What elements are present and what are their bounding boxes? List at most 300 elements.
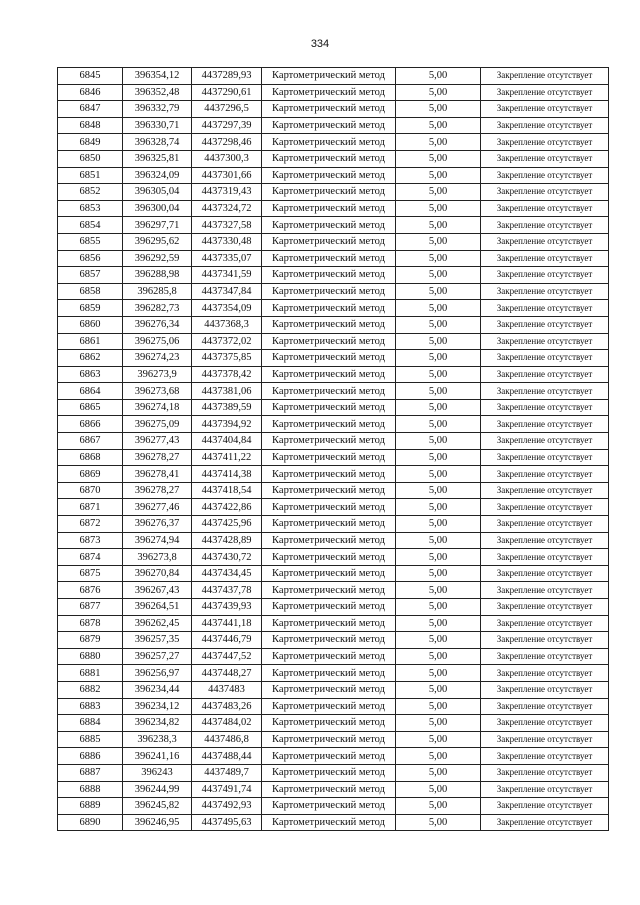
y-coordinate-cell: 4437446,79 xyxy=(192,632,262,649)
x-coordinate-cell: 396292,59 xyxy=(123,250,192,267)
accuracy-cell: 5,00 xyxy=(396,565,481,582)
point-number-cell: 6869 xyxy=(58,466,123,483)
x-coordinate-cell: 396324,09 xyxy=(123,167,192,184)
y-coordinate-cell: 4437434,45 xyxy=(192,565,262,582)
accuracy-cell: 5,00 xyxy=(396,433,481,450)
method-cell: Картометрический метод xyxy=(262,482,396,499)
coordinates-table-body xyxy=(58,68,609,831)
x-coordinate-cell: 396277,46 xyxy=(123,499,192,516)
point-number-cell: 6876 xyxy=(58,582,123,599)
accuracy-cell: 5,00 xyxy=(396,615,481,632)
table-row xyxy=(58,449,609,466)
accuracy-cell: 5,00 xyxy=(396,217,481,234)
table-row xyxy=(58,698,609,715)
method-cell: Картометрический метод xyxy=(262,715,396,732)
y-coordinate-cell: 4437483,26 xyxy=(192,698,262,715)
fixation-cell: Закрепление отсутствует xyxy=(481,781,609,798)
fixation-cell: Закрепление отсутствует xyxy=(481,233,609,250)
point-number-cell: 6850 xyxy=(58,150,123,167)
fixation-cell: Закрепление отсутствует xyxy=(481,764,609,781)
y-coordinate-cell: 4437378,42 xyxy=(192,366,262,383)
fixation-cell: Закрепление отсутствует xyxy=(481,333,609,350)
x-coordinate-cell: 396282,73 xyxy=(123,300,192,317)
x-coordinate-cell: 396267,43 xyxy=(123,582,192,599)
method-cell: Картометрический метод xyxy=(262,316,396,333)
method-cell: Картометрический метод xyxy=(262,632,396,649)
table-row xyxy=(58,101,609,118)
table-row xyxy=(58,200,609,217)
point-number-cell: 6860 xyxy=(58,316,123,333)
accuracy-cell: 5,00 xyxy=(396,648,481,665)
y-coordinate-cell: 4437425,96 xyxy=(192,516,262,533)
accuracy-cell: 5,00 xyxy=(396,250,481,267)
accuracy-cell: 5,00 xyxy=(396,532,481,549)
fixation-cell: Закрепление отсутствует xyxy=(481,350,609,367)
x-coordinate-cell: 396274,94 xyxy=(123,532,192,549)
accuracy-cell: 5,00 xyxy=(396,764,481,781)
point-number-cell: 6846 xyxy=(58,84,123,101)
point-number-cell: 6865 xyxy=(58,399,123,416)
table-row xyxy=(58,283,609,300)
point-number-cell: 6889 xyxy=(58,798,123,815)
accuracy-cell: 5,00 xyxy=(396,300,481,317)
accuracy-cell: 5,00 xyxy=(396,599,481,616)
point-number-cell: 6888 xyxy=(58,781,123,798)
fixation-cell: Закрепление отсутствует xyxy=(481,532,609,549)
table-row xyxy=(58,798,609,815)
x-coordinate-cell: 396257,35 xyxy=(123,632,192,649)
point-number-cell: 6848 xyxy=(58,117,123,134)
fixation-cell: Закрепление отсутствует xyxy=(481,599,609,616)
y-coordinate-cell: 4437447,52 xyxy=(192,648,262,665)
fixation-cell: Закрепление отсутствует xyxy=(481,681,609,698)
point-number-cell: 6852 xyxy=(58,184,123,201)
y-coordinate-cell: 4437484,02 xyxy=(192,715,262,732)
point-number-cell: 6870 xyxy=(58,482,123,499)
x-coordinate-cell: 396245,82 xyxy=(123,798,192,815)
accuracy-cell: 5,00 xyxy=(396,233,481,250)
y-coordinate-cell: 4437422,86 xyxy=(192,499,262,516)
method-cell: Картометрический метод xyxy=(262,449,396,466)
x-coordinate-cell: 396234,44 xyxy=(123,681,192,698)
point-number-cell: 6866 xyxy=(58,416,123,433)
fixation-cell: Закрепление отсутствует xyxy=(481,582,609,599)
point-number-cell: 6890 xyxy=(58,814,123,831)
method-cell: Картометрический метод xyxy=(262,582,396,599)
x-coordinate-cell: 396354,12 xyxy=(123,68,192,85)
fixation-cell: Закрепление отсутствует xyxy=(481,366,609,383)
accuracy-cell: 5,00 xyxy=(396,499,481,516)
accuracy-cell: 5,00 xyxy=(396,84,481,101)
accuracy-cell: 5,00 xyxy=(396,383,481,400)
point-number-cell: 6871 xyxy=(58,499,123,516)
table-row xyxy=(58,715,609,732)
table-row xyxy=(58,681,609,698)
y-coordinate-cell: 4437491,74 xyxy=(192,781,262,798)
accuracy-cell: 5,00 xyxy=(396,134,481,151)
method-cell: Картометрический метод xyxy=(262,233,396,250)
y-coordinate-cell: 4437441,18 xyxy=(192,615,262,632)
point-number-cell: 6859 xyxy=(58,300,123,317)
point-number-cell: 6883 xyxy=(58,698,123,715)
point-number-cell: 6861 xyxy=(58,333,123,350)
table-row xyxy=(58,433,609,450)
fixation-cell: Закрепление отсутствует xyxy=(481,316,609,333)
y-coordinate-cell: 4437489,7 xyxy=(192,764,262,781)
table-row xyxy=(58,333,609,350)
table-row xyxy=(58,84,609,101)
method-cell: Картометрический метод xyxy=(262,648,396,665)
method-cell: Картометрический метод xyxy=(262,150,396,167)
point-number-cell: 6868 xyxy=(58,449,123,466)
x-coordinate-cell: 396256,97 xyxy=(123,665,192,682)
y-coordinate-cell: 4437381,06 xyxy=(192,383,262,400)
table-row xyxy=(58,582,609,599)
accuracy-cell: 5,00 xyxy=(396,283,481,300)
x-coordinate-cell: 396278,27 xyxy=(123,449,192,466)
accuracy-cell: 5,00 xyxy=(396,184,481,201)
y-coordinate-cell: 4437298,46 xyxy=(192,134,262,151)
y-coordinate-cell: 4437324,72 xyxy=(192,200,262,217)
accuracy-cell: 5,00 xyxy=(396,449,481,466)
x-coordinate-cell: 396300,04 xyxy=(123,200,192,217)
x-coordinate-cell: 396295,62 xyxy=(123,233,192,250)
method-cell: Картометрический метод xyxy=(262,466,396,483)
fixation-cell: Закрепление отсутствует xyxy=(481,632,609,649)
fixation-cell: Закрепление отсутствует xyxy=(481,84,609,101)
y-coordinate-cell: 4437327,58 xyxy=(192,217,262,234)
fixation-cell: Закрепление отсутствует xyxy=(481,217,609,234)
y-coordinate-cell: 4437375,85 xyxy=(192,350,262,367)
table-row xyxy=(58,68,609,85)
accuracy-cell: 5,00 xyxy=(396,665,481,682)
method-cell: Картометрический метод xyxy=(262,433,396,450)
point-number-cell: 6887 xyxy=(58,764,123,781)
method-cell: Картометрический метод xyxy=(262,532,396,549)
x-coordinate-cell: 396234,82 xyxy=(123,715,192,732)
fixation-cell: Закрепление отсутствует xyxy=(481,101,609,118)
x-coordinate-cell: 396275,09 xyxy=(123,416,192,433)
y-coordinate-cell: 4437335,07 xyxy=(192,250,262,267)
table-row xyxy=(58,300,609,317)
y-coordinate-cell: 4437372,02 xyxy=(192,333,262,350)
x-coordinate-cell: 396278,27 xyxy=(123,482,192,499)
table-row xyxy=(58,383,609,400)
point-number-cell: 6880 xyxy=(58,648,123,665)
accuracy-cell: 5,00 xyxy=(396,200,481,217)
y-coordinate-cell: 4437330,48 xyxy=(192,233,262,250)
fixation-cell: Закрепление отсутствует xyxy=(481,250,609,267)
table-row xyxy=(58,466,609,483)
method-cell: Картометрический метод xyxy=(262,814,396,831)
y-coordinate-cell: 4437411,22 xyxy=(192,449,262,466)
point-number-cell: 6879 xyxy=(58,632,123,649)
table-row xyxy=(58,134,609,151)
table-row xyxy=(58,150,609,167)
point-number-cell: 6875 xyxy=(58,565,123,582)
table-row xyxy=(58,250,609,267)
y-coordinate-cell: 4437389,59 xyxy=(192,399,262,416)
y-coordinate-cell: 4437488,44 xyxy=(192,748,262,765)
table-row xyxy=(58,748,609,765)
x-coordinate-cell: 396276,37 xyxy=(123,516,192,533)
point-number-cell: 6881 xyxy=(58,665,123,682)
x-coordinate-cell: 396325,81 xyxy=(123,150,192,167)
x-coordinate-cell: 396262,45 xyxy=(123,615,192,632)
accuracy-cell: 5,00 xyxy=(396,698,481,715)
x-coordinate-cell: 396273,8 xyxy=(123,549,192,566)
point-number-cell: 6873 xyxy=(58,532,123,549)
fixation-cell: Закрепление отсутствует xyxy=(481,798,609,815)
table-row xyxy=(58,316,609,333)
y-coordinate-cell: 4437368,3 xyxy=(192,316,262,333)
x-coordinate-cell: 396270,84 xyxy=(123,565,192,582)
y-coordinate-cell: 4437341,59 xyxy=(192,267,262,284)
table-row xyxy=(58,731,609,748)
table-row xyxy=(58,764,609,781)
method-cell: Картометрический метод xyxy=(262,217,396,234)
method-cell: Картометрический метод xyxy=(262,698,396,715)
x-coordinate-cell: 396276,34 xyxy=(123,316,192,333)
y-coordinate-cell: 4437428,89 xyxy=(192,532,262,549)
accuracy-cell: 5,00 xyxy=(396,350,481,367)
method-cell: Картометрический метод xyxy=(262,117,396,134)
method-cell: Картометрический метод xyxy=(262,731,396,748)
x-coordinate-cell: 396328,74 xyxy=(123,134,192,151)
method-cell: Картометрический метод xyxy=(262,300,396,317)
fixation-cell: Закрепление отсутствует xyxy=(481,383,609,400)
x-coordinate-cell: 396246,95 xyxy=(123,814,192,831)
table-row xyxy=(58,117,609,134)
fixation-cell: Закрепление отсутствует xyxy=(481,715,609,732)
point-number-cell: 6862 xyxy=(58,350,123,367)
method-cell: Картометрический метод xyxy=(262,549,396,566)
accuracy-cell: 5,00 xyxy=(396,549,481,566)
x-coordinate-cell: 396257,27 xyxy=(123,648,192,665)
accuracy-cell: 5,00 xyxy=(396,333,481,350)
table-row xyxy=(58,549,609,566)
method-cell: Картометрический метод xyxy=(262,366,396,383)
x-coordinate-cell: 396352,48 xyxy=(123,84,192,101)
accuracy-cell: 5,00 xyxy=(396,316,481,333)
fixation-cell: Закрепление отсутствует xyxy=(481,698,609,715)
x-coordinate-cell: 396305,04 xyxy=(123,184,192,201)
accuracy-cell: 5,00 xyxy=(396,366,481,383)
fixation-cell: Закрепление отсутствует xyxy=(481,499,609,516)
y-coordinate-cell: 4437495,63 xyxy=(192,814,262,831)
y-coordinate-cell: 4437430,72 xyxy=(192,549,262,566)
fixation-cell: Закрепление отсутствует xyxy=(481,549,609,566)
y-coordinate-cell: 4437437,78 xyxy=(192,582,262,599)
table-row xyxy=(58,565,609,582)
method-cell: Картометрический метод xyxy=(262,399,396,416)
table-row xyxy=(58,184,609,201)
method-cell: Картометрический метод xyxy=(262,283,396,300)
fixation-cell: Закрепление отсутствует xyxy=(481,167,609,184)
method-cell: Картометрический метод xyxy=(262,350,396,367)
y-coordinate-cell: 4437492,93 xyxy=(192,798,262,815)
method-cell: Картометрический метод xyxy=(262,200,396,217)
y-coordinate-cell: 4437448,27 xyxy=(192,665,262,682)
accuracy-cell: 5,00 xyxy=(396,167,481,184)
method-cell: Картометрический метод xyxy=(262,416,396,433)
fixation-cell: Закрепление отсутствует xyxy=(481,150,609,167)
point-number-cell: 6885 xyxy=(58,731,123,748)
point-number-cell: 6853 xyxy=(58,200,123,217)
fixation-cell: Закрепление отсутствует xyxy=(481,399,609,416)
page-number: 334 xyxy=(310,38,330,50)
y-coordinate-cell: 4437404,84 xyxy=(192,433,262,450)
method-cell: Картометрический метод xyxy=(262,250,396,267)
accuracy-cell: 5,00 xyxy=(396,516,481,533)
table-row xyxy=(58,217,609,234)
fixation-cell: Закрепление отсутствует xyxy=(481,267,609,284)
point-number-cell: 6855 xyxy=(58,233,123,250)
x-coordinate-cell: 396241,16 xyxy=(123,748,192,765)
table-row xyxy=(58,599,609,616)
table-row xyxy=(58,233,609,250)
table-row xyxy=(58,416,609,433)
accuracy-cell: 5,00 xyxy=(396,117,481,134)
accuracy-cell: 5,00 xyxy=(396,731,481,748)
x-coordinate-cell: 396234,12 xyxy=(123,698,192,715)
x-coordinate-cell: 396275,06 xyxy=(123,333,192,350)
method-cell: Картометрический метод xyxy=(262,781,396,798)
table-row xyxy=(58,615,609,632)
fixation-cell: Закрепление отсутствует xyxy=(481,665,609,682)
x-coordinate-cell: 396264,51 xyxy=(123,599,192,616)
table-row xyxy=(58,499,609,516)
method-cell: Картометрический метод xyxy=(262,167,396,184)
method-cell: Картометрический метод xyxy=(262,516,396,533)
method-cell: Картометрический метод xyxy=(262,565,396,582)
method-cell: Картометрический метод xyxy=(262,101,396,118)
x-coordinate-cell: 396238,3 xyxy=(123,731,192,748)
accuracy-cell: 5,00 xyxy=(396,715,481,732)
point-number-cell: 6845 xyxy=(58,68,123,85)
y-coordinate-cell: 4437289,93 xyxy=(192,68,262,85)
fixation-cell: Закрепление отсутствует xyxy=(481,731,609,748)
y-coordinate-cell: 4437486,8 xyxy=(192,731,262,748)
table-row xyxy=(58,648,609,665)
method-cell: Картометрический метод xyxy=(262,681,396,698)
table-row xyxy=(58,814,609,831)
x-coordinate-cell: 396273,9 xyxy=(123,366,192,383)
y-coordinate-cell: 4437394,92 xyxy=(192,416,262,433)
y-coordinate-cell: 4437483 xyxy=(192,681,262,698)
point-number-cell: 6867 xyxy=(58,433,123,450)
fixation-cell: Закрепление отсутствует xyxy=(481,117,609,134)
x-coordinate-cell: 396274,18 xyxy=(123,399,192,416)
method-cell: Картометрический метод xyxy=(262,184,396,201)
fixation-cell: Закрепление отсутствует xyxy=(481,300,609,317)
point-number-cell: 6884 xyxy=(58,715,123,732)
table-row xyxy=(58,516,609,533)
coordinates-table xyxy=(57,67,609,831)
point-number-cell: 6858 xyxy=(58,283,123,300)
fixation-cell: Закрепление отсутствует xyxy=(481,184,609,201)
fixation-cell: Закрепление отсутствует xyxy=(481,516,609,533)
x-coordinate-cell: 396277,43 xyxy=(123,433,192,450)
accuracy-cell: 5,00 xyxy=(396,466,481,483)
x-coordinate-cell: 396288,98 xyxy=(123,267,192,284)
accuracy-cell: 5,00 xyxy=(396,781,481,798)
table-row xyxy=(58,350,609,367)
point-number-cell: 6863 xyxy=(58,366,123,383)
accuracy-cell: 5,00 xyxy=(396,814,481,831)
fixation-cell: Закрепление отсутствует xyxy=(481,68,609,85)
method-cell: Картометрический метод xyxy=(262,68,396,85)
table-row xyxy=(58,167,609,184)
accuracy-cell: 5,00 xyxy=(396,416,481,433)
fixation-cell: Закрепление отсутствует xyxy=(481,200,609,217)
table-row xyxy=(58,781,609,798)
fixation-cell: Закрепление отсутствует xyxy=(481,814,609,831)
accuracy-cell: 5,00 xyxy=(396,482,481,499)
accuracy-cell: 5,00 xyxy=(396,101,481,118)
table-row xyxy=(58,482,609,499)
table-row xyxy=(58,665,609,682)
method-cell: Картометрический метод xyxy=(262,333,396,350)
table-row xyxy=(58,632,609,649)
fixation-cell: Закрепление отсутствует xyxy=(481,449,609,466)
accuracy-cell: 5,00 xyxy=(396,582,481,599)
x-coordinate-cell: 396243 xyxy=(123,764,192,781)
fixation-cell: Закрепление отсутствует xyxy=(481,283,609,300)
y-coordinate-cell: 4437319,43 xyxy=(192,184,262,201)
fixation-cell: Закрепление отсутствует xyxy=(481,466,609,483)
fixation-cell: Закрепление отсутствует xyxy=(481,615,609,632)
method-cell: Картометрический метод xyxy=(262,84,396,101)
x-coordinate-cell: 396285,8 xyxy=(123,283,192,300)
method-cell: Картометрический метод xyxy=(262,599,396,616)
y-coordinate-cell: 4437290,61 xyxy=(192,84,262,101)
table-row xyxy=(58,366,609,383)
y-coordinate-cell: 4437418,54 xyxy=(192,482,262,499)
table-row xyxy=(58,532,609,549)
point-number-cell: 6849 xyxy=(58,134,123,151)
method-cell: Картометрический метод xyxy=(262,764,396,781)
point-number-cell: 6851 xyxy=(58,167,123,184)
accuracy-cell: 5,00 xyxy=(396,68,481,85)
point-number-cell: 6872 xyxy=(58,516,123,533)
accuracy-cell: 5,00 xyxy=(396,632,481,649)
point-number-cell: 6874 xyxy=(58,549,123,566)
fixation-cell: Закрепление отсутствует xyxy=(481,134,609,151)
y-coordinate-cell: 4437297,39 xyxy=(192,117,262,134)
fixation-cell: Закрепление отсутствует xyxy=(481,482,609,499)
method-cell: Картометрический метод xyxy=(262,798,396,815)
point-number-cell: 6854 xyxy=(58,217,123,234)
method-cell: Картометрический метод xyxy=(262,267,396,284)
fixation-cell: Закрепление отсутствует xyxy=(481,433,609,450)
method-cell: Картометрический метод xyxy=(262,665,396,682)
x-coordinate-cell: 396297,71 xyxy=(123,217,192,234)
y-coordinate-cell: 4437354,09 xyxy=(192,300,262,317)
point-number-cell: 6886 xyxy=(58,748,123,765)
y-coordinate-cell: 4437296,5 xyxy=(192,101,262,118)
x-coordinate-cell: 396274,23 xyxy=(123,350,192,367)
fixation-cell: Закрепление отсутствует xyxy=(481,416,609,433)
y-coordinate-cell: 4437301,66 xyxy=(192,167,262,184)
fixation-cell: Закрепление отсутствует xyxy=(481,565,609,582)
table-row xyxy=(58,267,609,284)
point-number-cell: 6847 xyxy=(58,101,123,118)
point-number-cell: 6856 xyxy=(58,250,123,267)
x-coordinate-cell: 396330,71 xyxy=(123,117,192,134)
point-number-cell: 6882 xyxy=(58,681,123,698)
method-cell: Картометрический метод xyxy=(262,499,396,516)
